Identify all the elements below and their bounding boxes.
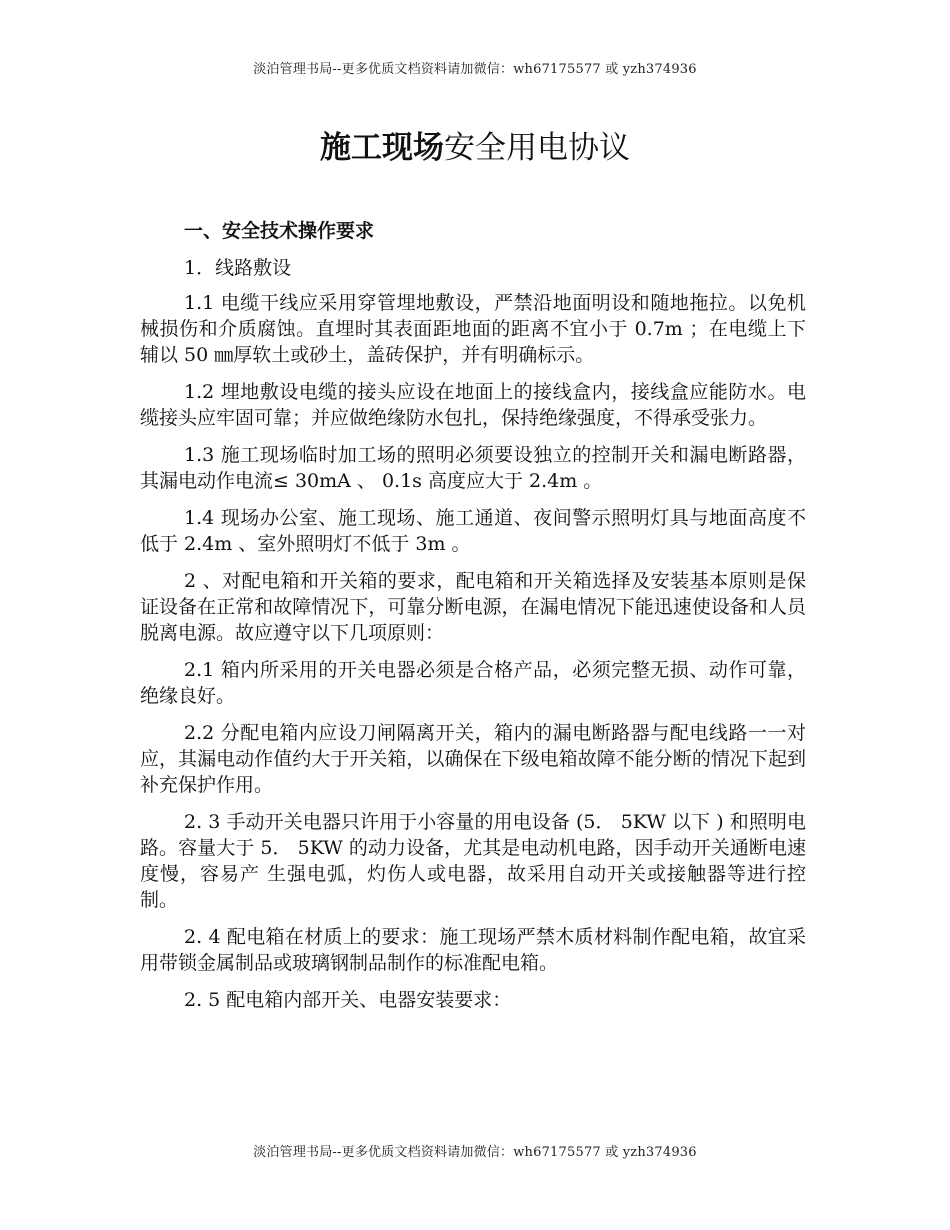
paragraph-1-4: 1.4 现场办公室、施工现场、施工通道、夜间警示照明灯具与地面高度不低于 2.4m 、室外照明灯不低于 3m 。 xyxy=(140,507,806,555)
paragraph-2: 2 、对配电箱和开关箱的要求，配电箱和开关箱选择及安装基本原则是保证设备在正常和故障情况下，可靠分断电源，在漏电情况下能迅速使设备和人员脱离电源。故应遵守以下几项原则： xyxy=(140,570,806,644)
paragraph-1: 1．线路敷设 xyxy=(184,257,292,279)
paragraph-2-2: 2.2 分配电箱内应设刀闸隔离开关，箱内的漏电断路器与配电线路一一对应，其漏电动作值约大于开关箱，以确保在下级电箱故障不能分断的情况下起到补充保护作用。 xyxy=(140,722,806,796)
document-title-rest: 安全用电协议 xyxy=(444,130,630,166)
document-title xyxy=(0,128,950,168)
paragraph-2-3: 2. 3 手动开关电器只许用于小容量的用电设备 (5． 5KW 以下 ) 和照明电路。容量大于 5． 5KW 的动力设备，尤其是电动机电路，因手动开关通断电速度慢，容易产 生强电弧，灼伤人或电器，故采用自动开关或接触器等进行控制。 xyxy=(140,811,806,911)
paragraph-2-1: 2.1 箱内所采用的开关电器必须是合格产品，必须完整无损、动作可靠，绝缘良好。 xyxy=(140,659,806,707)
paragraph-1-1: 1.1 电缆干线应采用穿管埋地敷设，严禁沿地面明设和随地拖拉。以免机械损伤和介质腐蚀。直埋时其表面距地面的距离不宜小于 0.7m ；在电缆上下辅以 50 ㎜厚软土或砂土，盖砖保护，并有明确标示。 xyxy=(140,292,806,366)
section-heading: 一、安全技术操作要求 xyxy=(184,220,375,242)
paragraph-1-2: 1.2 埋地敷设电缆的接头应设在地面上的接线盒内，接线盒应能防水。电缆接头应牢固可靠；并应做绝缘防水包扎，保持绝缘强度，不得承受张力。 xyxy=(140,381,806,429)
paragraph-1-3: 1.3 施工现场临时加工场的照明必须要设独立的控制开关和漏电断路器，其漏电动作电流≤ 30mA 、 0.1s 高度应大于 2.4m 。 xyxy=(140,444,806,492)
paragraph-2-4: 2. 4 配电箱在材质上的要求：施工现场严禁木质材料制作配电箱，故宜采用带锁金属制品或玻璃钢制品制作的标准配电箱。 xyxy=(140,926,806,974)
page-footer: 淡泊管理书局--更多优质文档资料请加微信：wh67175577 或 yzh374936 xyxy=(253,1145,697,1160)
paragraph-2-5: 2. 5 配电箱内部开关、电器安装要求： xyxy=(184,989,512,1011)
document-title-bold: 施工现场 xyxy=(320,130,444,166)
document-body xyxy=(140,218,806,1024)
page-header: 淡泊管理书局--更多优质文档资料请加微信：wh67175577 或 yzh374936 xyxy=(253,62,697,77)
